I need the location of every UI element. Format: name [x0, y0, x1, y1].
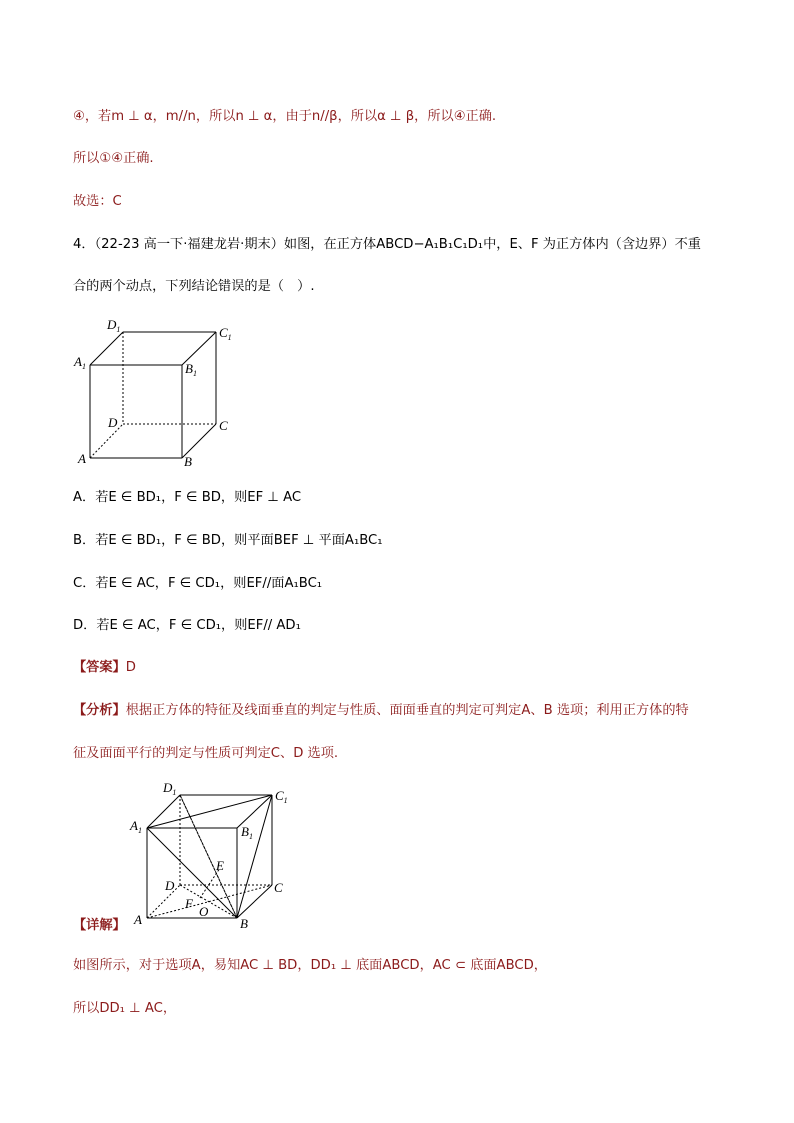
label2-E: E — [216, 858, 224, 873]
analysis-tag: 【分析】 — [73, 703, 126, 718]
option-d: D．若E ∈ AC，F ∈ CD₁，则EF// AD₁ — [73, 618, 301, 633]
label-B: B — [184, 454, 192, 469]
detail-tag-line — [73, 917, 126, 935]
label2-B1: $B_1$ — [241, 824, 253, 841]
detail-line-2: 所以DD₁ ⊥ AC， — [73, 1001, 177, 1016]
option-b: B．若E ∈ BD₁，F ∈ BD，则平面BEF ⊥ 平面A₁BC₁ — [73, 533, 383, 548]
label-D: D — [108, 415, 118, 430]
summary-line: 所以①④正确. — [73, 151, 154, 166]
option-c: C．若E ∈ AC，F ∈ CD₁，则EF//面A₁BC₁ — [73, 576, 323, 591]
label-C: C — [219, 418, 228, 433]
answer-value: D — [125, 660, 136, 675]
solution-cube-figure — [125, 772, 295, 932]
cube-figure — [68, 312, 248, 472]
label2-D1: $D_1$ — [163, 780, 177, 797]
answer-line — [73, 659, 136, 677]
label2-A: A — [134, 912, 142, 927]
choice-line: 故选：C — [73, 194, 122, 209]
label2-O: O — [199, 904, 209, 919]
analysis-line-1 — [73, 702, 689, 720]
label-D1: $D_1$ — [107, 317, 121, 334]
label2-C: C — [274, 880, 283, 895]
label-A1: $A_1$ — [74, 354, 86, 371]
label2-F: F — [185, 896, 193, 911]
label-B1: $B_1$ — [185, 361, 197, 378]
question-4-stem-2: 合的两个动点，下列结论错误的是（ ）. — [73, 279, 315, 294]
detail-tag: 【详解】 — [73, 918, 126, 933]
option-a: A．若E ∈ BD₁，F ∈ BD，则EF ⊥ AC — [73, 490, 302, 505]
analysis-line-2: 征及面面平行的判定与性质可判定C、D 选项. — [73, 746, 339, 761]
detail-line-1: 如图所示，对于选项A，易知AC ⊥ BD，DD₁ ⊥ 底面ABCD，AC ⊂ 底面ABCD， — [73, 958, 547, 973]
label2-D: D — [165, 878, 175, 893]
label-A: A — [78, 451, 86, 466]
question-4-stem-1: 4．（22-23 高一下·福建龙岩·期末）如图，在正方体ABCD−A₁B₁C₁D₁中，E、F 为正方体内（含边界）不重 — [73, 237, 701, 252]
answer-tag: 【答案】 — [73, 660, 126, 675]
label2-A1: $A_1$ — [130, 818, 142, 835]
label-C1: $C_1$ — [219, 325, 232, 342]
statement-4-conclusion: ④，若m ⊥ α，m//n，所以n ⊥ α，由于n//β，所以α ⊥ β，所以④正确. — [73, 109, 497, 124]
label2-B: B — [240, 916, 248, 931]
analysis-text-1: 根据正方体的特征及线面垂直的判定与性质、面面垂直的判定可判定A、B 选项；利用正方体的特 — [125, 703, 689, 718]
label2-C1: $C_1$ — [275, 788, 288, 805]
